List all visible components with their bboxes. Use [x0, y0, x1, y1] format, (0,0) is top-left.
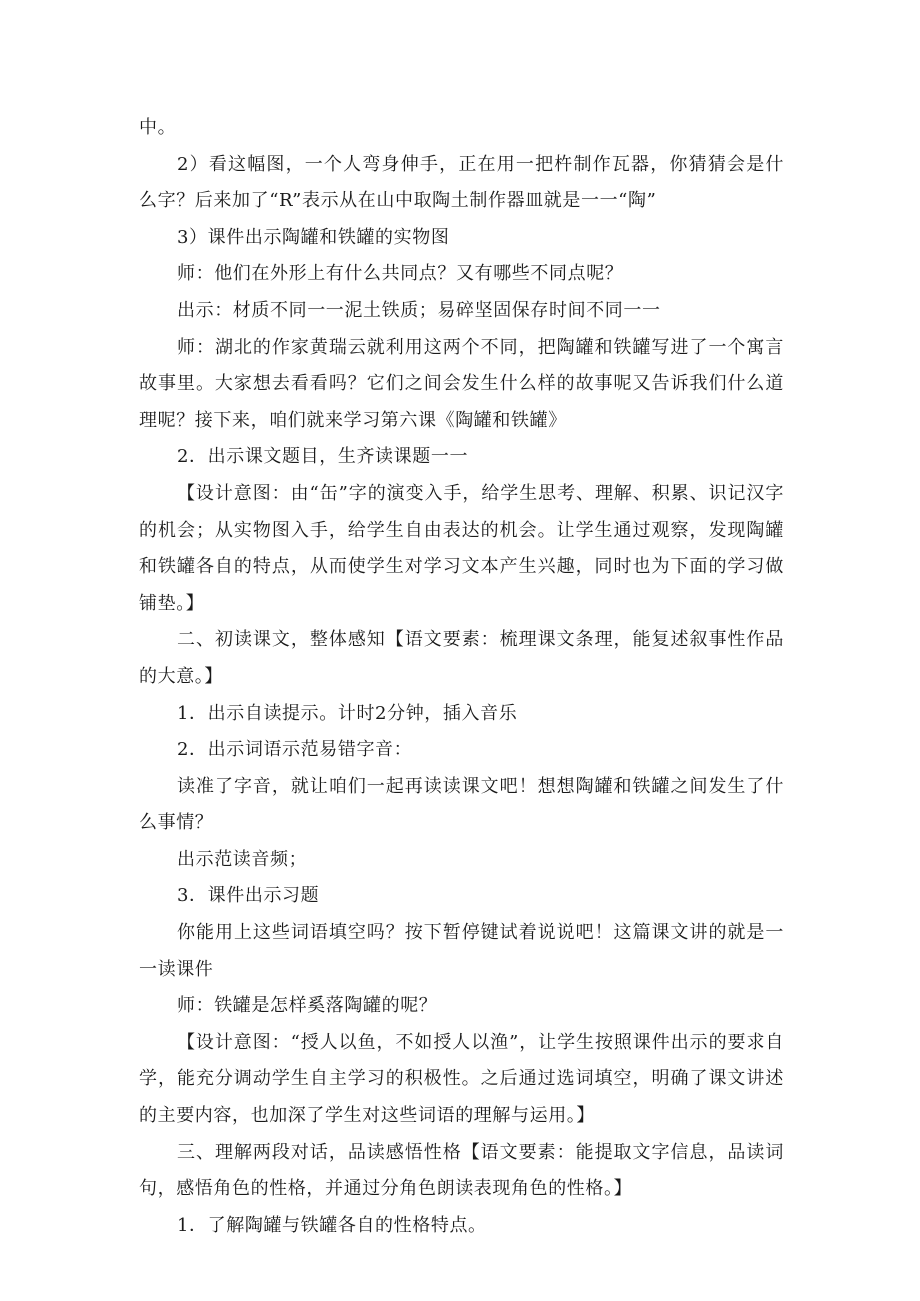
paragraph: 2．出示课文题目，生齐读课题一一 [177, 446, 469, 468]
paragraph: 你能用上这些词语填空吗？按下暂停键试着说说吧！这篇课文讲的就是一一读课件 [139, 922, 784, 980]
paragraph: 出示：材质不同一一泥土铁质；易碎坚固保存时间不同一一 [177, 299, 661, 321]
paragraph: 3．课件出示习题 [177, 885, 320, 907]
paragraph: 师：他们在外形上有什么共同点？又有哪些不同点呢？ [177, 263, 624, 285]
paragraph: 2）看这幅图，一个人弯身伸手，正在用一把杵制作瓦器，你猜猜会是什么字？后来加了“R”表示从在山中取陶土制作器皿就是一一“陶” [139, 153, 784, 212]
paragraph: 读准了字音，就让咱们一起再读读课文吧！想想陶罐和铁罐之间发生了什么事情？ [139, 775, 784, 834]
paragraph: 师：湖北的作家黄瑞云就利用这两个不同，把陶罐和铁罐写进了一个寓言故事里。大家想去看看吗？它们之间会发生什么样的故事呢又告诉我们什么道理呢？接下来，咱们就来学习第六课《陶罐和铁罐》 [139, 336, 784, 431]
paragraph: 3）课件出示陶罐和铁罐的实物图 [177, 226, 450, 248]
section-heading: 二、初读课文，整体感知【语文要素：梳理课文条理，能复述叙事性作品的大意。】 [139, 629, 784, 687]
paragraph: 1．了解陶罐与铁罐各自的性格特点。 [177, 1214, 487, 1236]
paragraph: 出示范读音频； [177, 848, 308, 870]
design-intent-note: 【设计意图：由“缶”字的演变入手，给学生思考、理解、积累、识记汉字的机会；从实物图入手，给学生自由表达的机会。让学生通过观察，发现陶罐和铁罐各自的特点，从而使学生对学习文本产生兴趣，同时也为下面的学习做铺垫。】 [139, 482, 784, 614]
design-intent-note: 【设计意图：“授人以鱼，不如授人以渔”，让学生按照课件出示的要求自学，能充分调动学生自主学习的积极性。之后通过选词填空，明确了课文讲述的主要内容，也加深了学生对这些词语的理解与运用。】 [139, 1031, 784, 1127]
paragraph: 中。 [139, 117, 177, 138]
paragraph: 1．出示自读提示。计时2分钟，插入音乐 [177, 702, 518, 724]
paragraph: 2．出示词语示范易错字音： [177, 739, 413, 761]
paragraph: 师：铁罐是怎样奚落陶罐的呢？ [177, 995, 438, 1017]
body-text [139, 110, 784, 1244]
section-heading: 三、理解两段对话，品读感悟性格【语文要素：能提取文字信息，品读词句，感悟角色的性格，并通过分角色朗读表现角色的性格。】 [139, 1141, 784, 1200]
